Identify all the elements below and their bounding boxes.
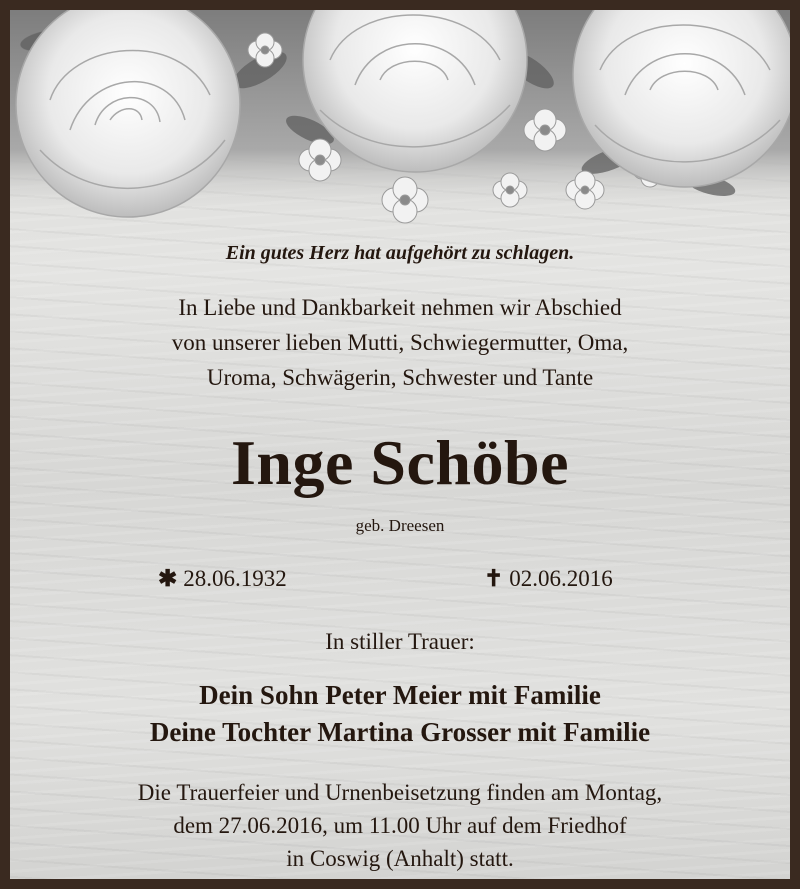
intro-line: Uroma, Schwägerin, Schwester und Tante <box>206 365 594 390</box>
death-cross-icon: ✝ <box>484 566 504 591</box>
funeral-line: dem 27.06.2016, um 11.00 Uhr auf dem Friedhof <box>173 813 627 838</box>
funeral-line: Die Trauerfeier und Urnenbeisetzung finden am Montag, <box>137 780 663 805</box>
deceased-name: Inge Schöbe <box>231 427 569 498</box>
funeral-line: in Coswig (Anhalt) statt. <box>286 846 514 871</box>
intro-line: In Liebe und Dankbarkeit nehmen wir Abschied <box>178 295 622 320</box>
motto-line: Ein gutes Herz hat aufgehört zu schlagen. <box>225 242 575 264</box>
funeral-info <box>10 776 790 875</box>
mourning-line: In stiller Trauer: <box>325 629 475 654</box>
death-date-group <box>484 566 613 592</box>
birth-date-group <box>158 566 287 592</box>
intro-text <box>10 290 790 395</box>
family-list <box>10 677 790 751</box>
birth-name: geb. Dreesen <box>355 516 445 535</box>
birth-star-icon: ✱ <box>158 566 178 591</box>
roses-photo <box>10 10 790 240</box>
family-line: Dein Sohn Peter Meier mit Familie <box>199 680 601 710</box>
birth-date: 28.06.1932 <box>183 566 287 591</box>
intro-line: von unserer lieben Mutti, Schwiegermutter, Oma, <box>171 330 629 355</box>
family-line: Deine Tochter Martina Grosser mit Familie <box>149 717 651 747</box>
death-date: 02.06.2016 <box>509 566 613 591</box>
obituary-card <box>10 10 790 879</box>
